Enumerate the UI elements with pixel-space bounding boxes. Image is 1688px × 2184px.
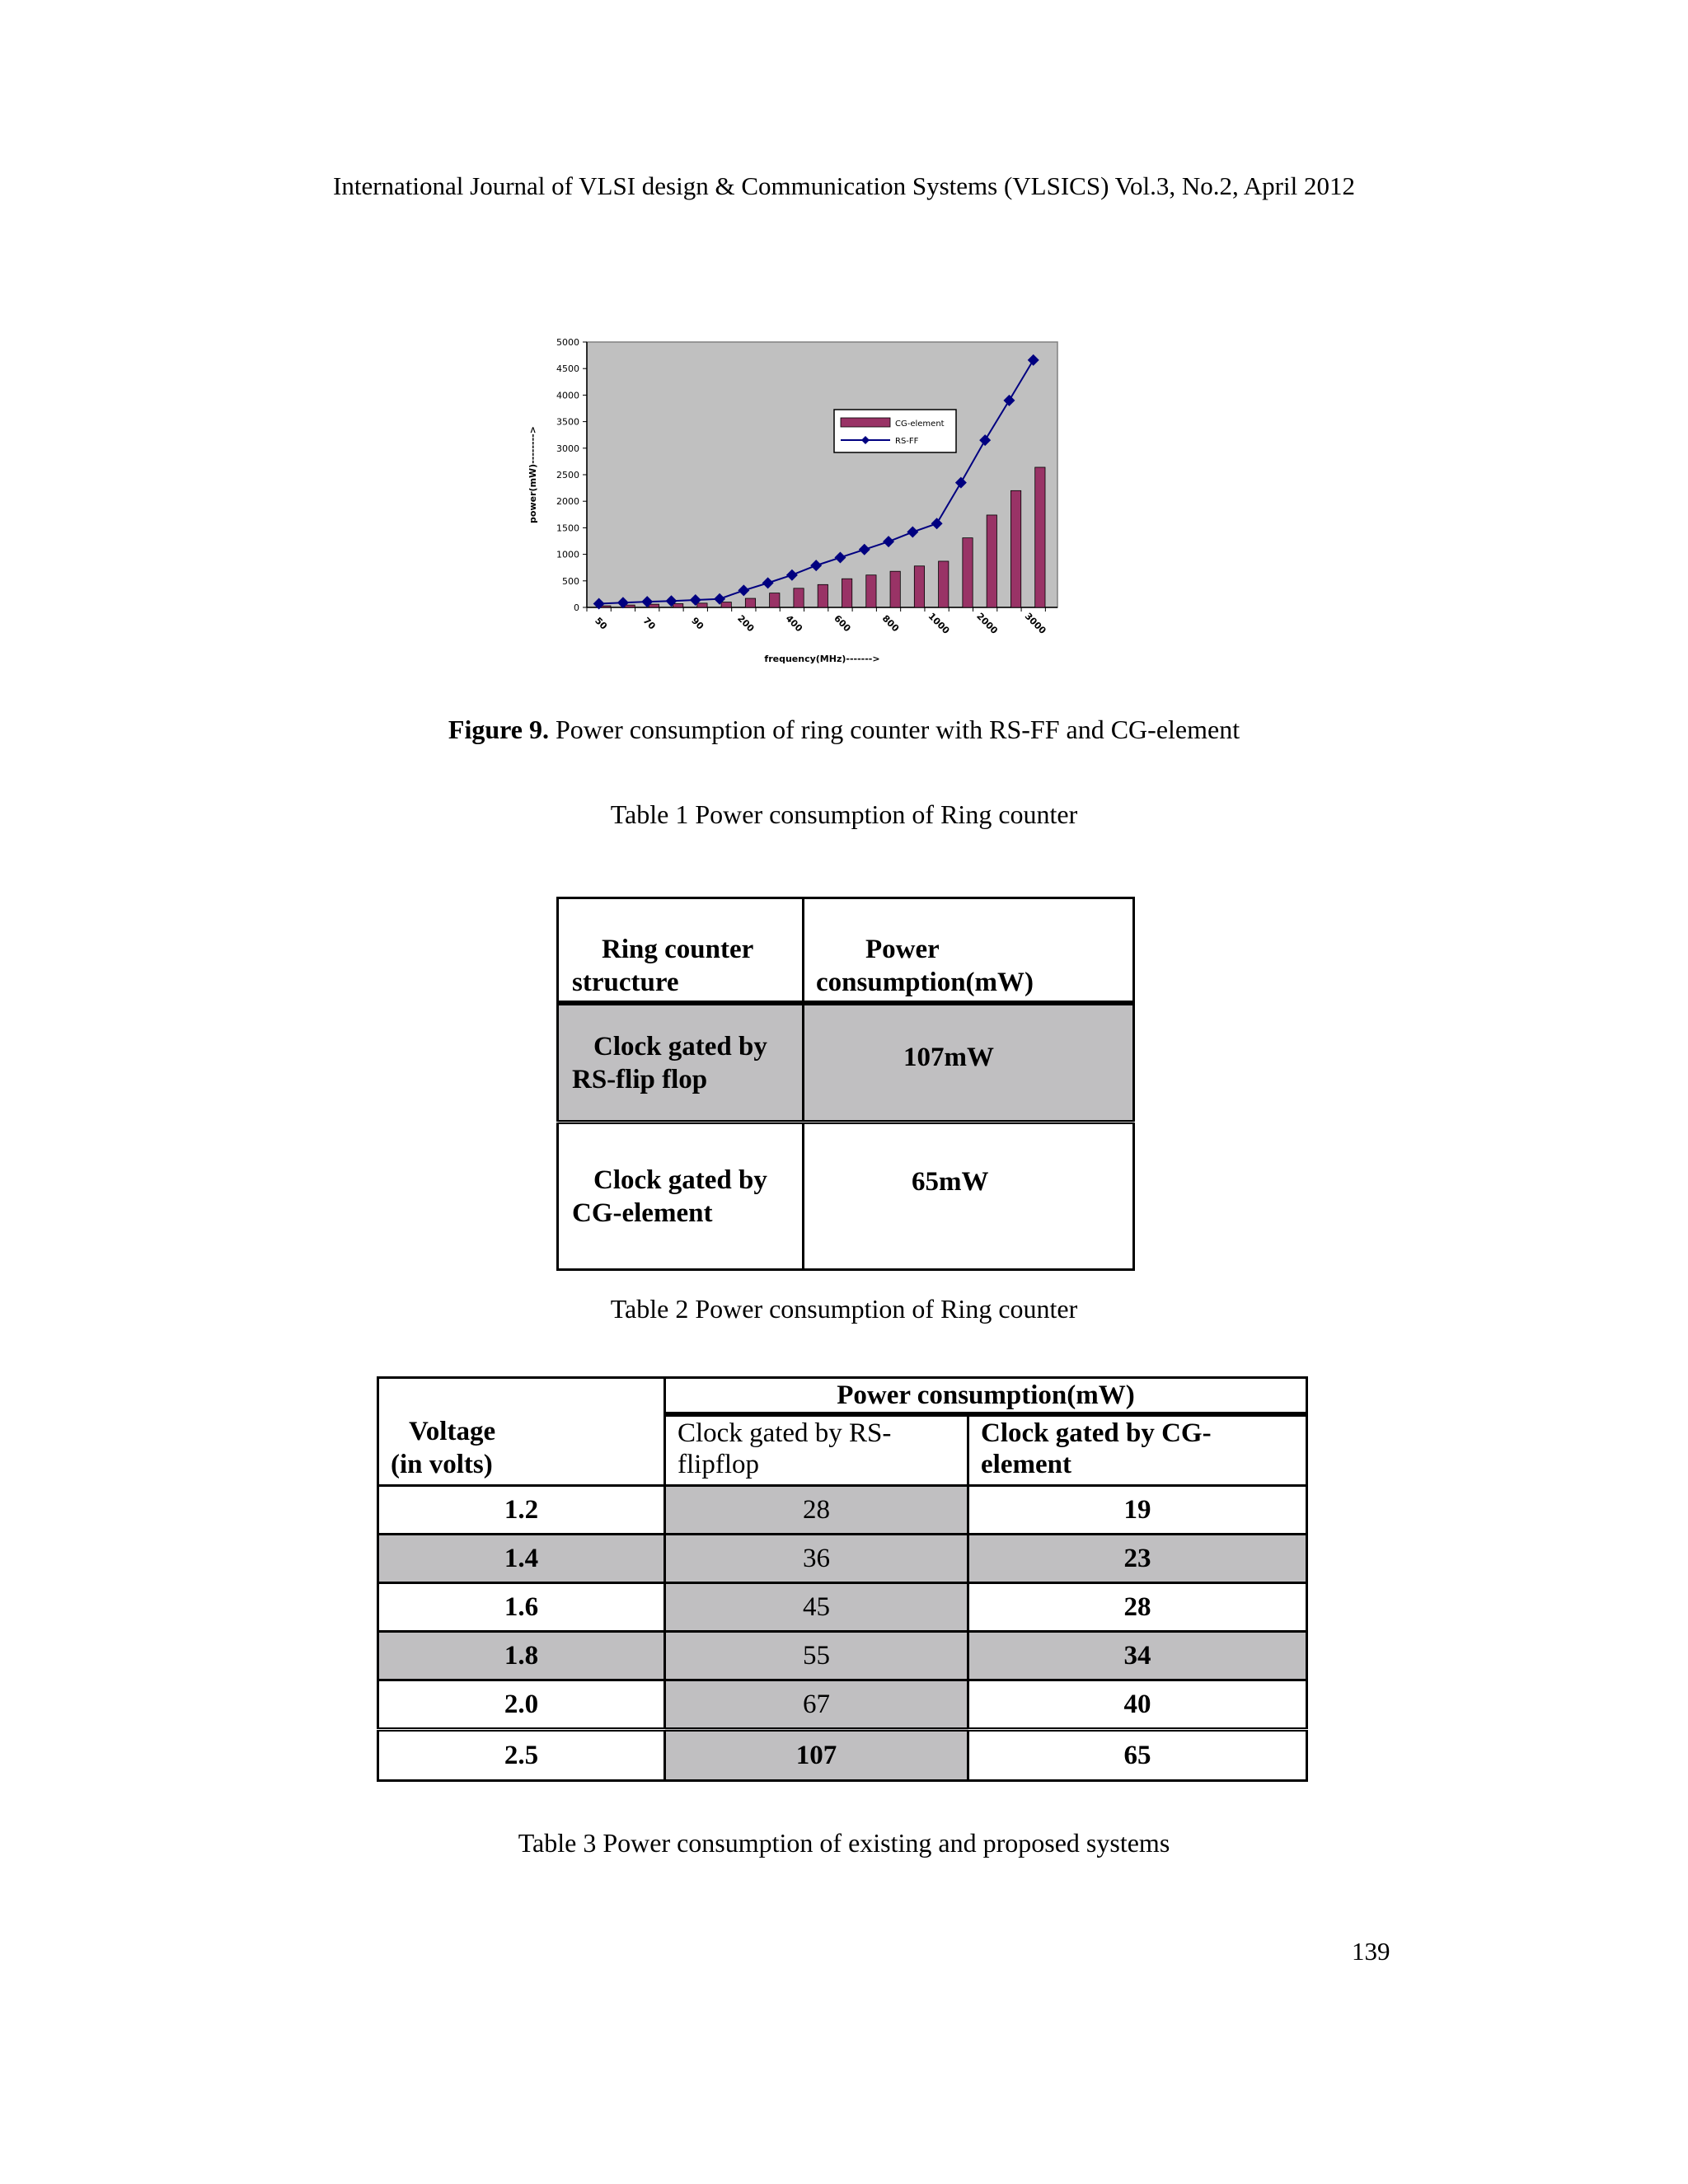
figure-9-chart	[511, 326, 1104, 688]
table-row	[378, 1583, 1307, 1632]
legend-box	[834, 410, 956, 452]
bar-cg-element	[842, 579, 851, 607]
table1-cell-structure	[558, 1003, 804, 1122]
x-tick-label: 200	[735, 612, 757, 635]
bar-cg-element	[721, 602, 731, 607]
legend-label-cg: CG-element	[895, 419, 945, 429]
table1-header-row	[558, 898, 1134, 1004]
table-row	[378, 1486, 1307, 1535]
bar-cg-element	[1035, 467, 1045, 607]
table-row	[378, 1680, 1307, 1730]
table-row	[558, 1003, 1134, 1122]
bar-cg-element	[625, 605, 635, 607]
bar-cg-element	[818, 584, 828, 607]
table2-cell-voltage: 1.4	[378, 1535, 665, 1583]
bar-cg-element	[673, 603, 682, 607]
bar-cg-element	[987, 515, 996, 607]
table2-sub2-l2: element	[981, 1450, 1071, 1479]
table2-header-rs	[665, 1414, 968, 1486]
table1-header-structure	[558, 898, 804, 1004]
y-tick-label: 500	[562, 575, 579, 587]
y-tick-label: 1500	[556, 523, 579, 534]
figure-label: Figure 9.	[448, 715, 549, 744]
legend-swatch-cg	[841, 418, 890, 427]
table1-row2-l1: Clock gated by	[593, 1165, 767, 1195]
table1-header-power	[804, 898, 1134, 1004]
bar-cg-element	[963, 538, 973, 607]
table2-cell-voltage: 1.2	[378, 1486, 665, 1535]
x-tick-label: 50	[593, 615, 610, 632]
y-tick-label: 4500	[556, 363, 579, 375]
x-tick-label: 3000	[1022, 611, 1048, 636]
y-tick-label: 1000	[556, 549, 579, 560]
table1-row1-l2: RS-flip flop	[572, 1064, 708, 1094]
y-tick-label: 2500	[556, 470, 579, 480]
table2-cell-voltage: 1.8	[378, 1632, 665, 1680]
bar-cg-element	[939, 561, 949, 607]
power-frequency-chart	[511, 326, 1104, 688]
x-axis-label: frequency(MHz)------->	[764, 654, 880, 664]
table2-cell-cg: 40	[968, 1680, 1307, 1730]
bar-cg-element	[697, 603, 707, 607]
bar-cg-element	[866, 575, 876, 607]
table2-caption: Table 2 Power consumption of Ring counter	[610, 1294, 1078, 1324]
bar-cg-element	[770, 593, 780, 607]
table2-voltage-l2: (in volts)	[391, 1450, 493, 1479]
x-tick-label: 800	[879, 612, 902, 635]
table2-cell-cg: 19	[968, 1486, 1307, 1535]
table2-header-row	[378, 1378, 1307, 1415]
legend-label-rs: RS-FF	[895, 437, 919, 446]
table1-cell-power: 107mW	[804, 1003, 1134, 1122]
table2-cell-cg: 28	[968, 1583, 1307, 1632]
y-axis-label: power(mW)-------->	[528, 426, 538, 523]
x-tick-label: 2000	[974, 611, 1001, 636]
table1-cell-power: 65mW	[804, 1122, 1134, 1270]
table1-h2-line1: Power	[865, 935, 940, 964]
table2-cell-cg: 23	[968, 1535, 1307, 1583]
table1-h1-line2: structure	[572, 968, 679, 997]
table-2	[377, 1376, 1308, 1782]
bar-cg-element	[649, 604, 659, 607]
x-tick-label: 70	[640, 615, 658, 632]
table1-row2-l2: CG-element	[572, 1197, 713, 1228]
table1-h2-line2: consumption(mW)	[816, 968, 1034, 997]
figure-caption-text: Power consumption of ring counter with RS-FF and CG-element	[548, 715, 1240, 744]
figure-caption	[0, 715, 1688, 745]
bar-cg-element	[1010, 490, 1020, 607]
table2-cell-cg: 34	[968, 1632, 1307, 1680]
table2-header-voltage	[378, 1378, 665, 1486]
y-tick-label: 0	[574, 602, 579, 613]
table2-header-power-group: Power consumption(mW)	[665, 1378, 1307, 1415]
bar-cg-element	[745, 598, 755, 607]
table2-cell-rs: 28	[665, 1486, 968, 1535]
x-tick-label: 90	[689, 615, 706, 632]
y-tick-label: 3500	[556, 416, 579, 428]
table1-caption: Table 1 Power consumption of Ring counter	[610, 799, 1078, 829]
page-number: 139	[1352, 1937, 1390, 1966]
table2-voltage-l1: Voltage	[409, 1417, 496, 1446]
y-tick-label: 5000	[556, 337, 579, 348]
table2-sub2-l1: Clock gated by CG-	[981, 1418, 1212, 1448]
table2-sub1-l2: flipflop	[678, 1450, 759, 1479]
table2-cell-rs: 107	[665, 1730, 968, 1781]
table2-cell-cg: 65	[968, 1730, 1307, 1781]
y-tick-label: 2000	[556, 496, 579, 508]
bar-cg-element	[890, 571, 900, 607]
table-row	[378, 1535, 1307, 1583]
table-row	[378, 1730, 1307, 1781]
x-tick-label: 600	[832, 612, 853, 635]
table-row	[378, 1632, 1307, 1680]
bar-cg-element	[914, 566, 924, 607]
table-row	[558, 1122, 1134, 1270]
x-tick-label: 400	[783, 612, 805, 635]
table2-cell-rs: 67	[665, 1680, 968, 1730]
table2-header-cg	[968, 1414, 1307, 1486]
table2-cell-rs: 36	[665, 1535, 968, 1583]
bar-cg-element	[794, 588, 804, 607]
x-tick-label: 1000	[926, 611, 952, 636]
journal-header: International Journal of VLSI design & Communication Systems (VLSICS) Vol.3, No.2, April 2012	[333, 171, 1355, 200]
y-tick-label: 3000	[556, 443, 579, 454]
y-tick-label: 4000	[556, 390, 579, 401]
table2-cell-voltage: 1.6	[378, 1583, 665, 1632]
table1-cell-structure	[558, 1122, 804, 1270]
table1-row1-l1: Clock gated by	[593, 1031, 767, 1062]
table2-cell-rs: 55	[665, 1632, 968, 1680]
table2-sub1-l1: Clock gated by RS-	[678, 1418, 892, 1448]
table2-cell-voltage: 2.0	[378, 1680, 665, 1730]
table3-caption: Table 3 Power consumption of existing and proposed systems	[518, 1828, 1170, 1858]
table-1	[556, 897, 1135, 1271]
table2-cell-rs: 45	[665, 1583, 968, 1632]
table1-h1-line1: Ring counter	[602, 935, 754, 964]
table2-cell-voltage: 2.5	[378, 1730, 665, 1781]
